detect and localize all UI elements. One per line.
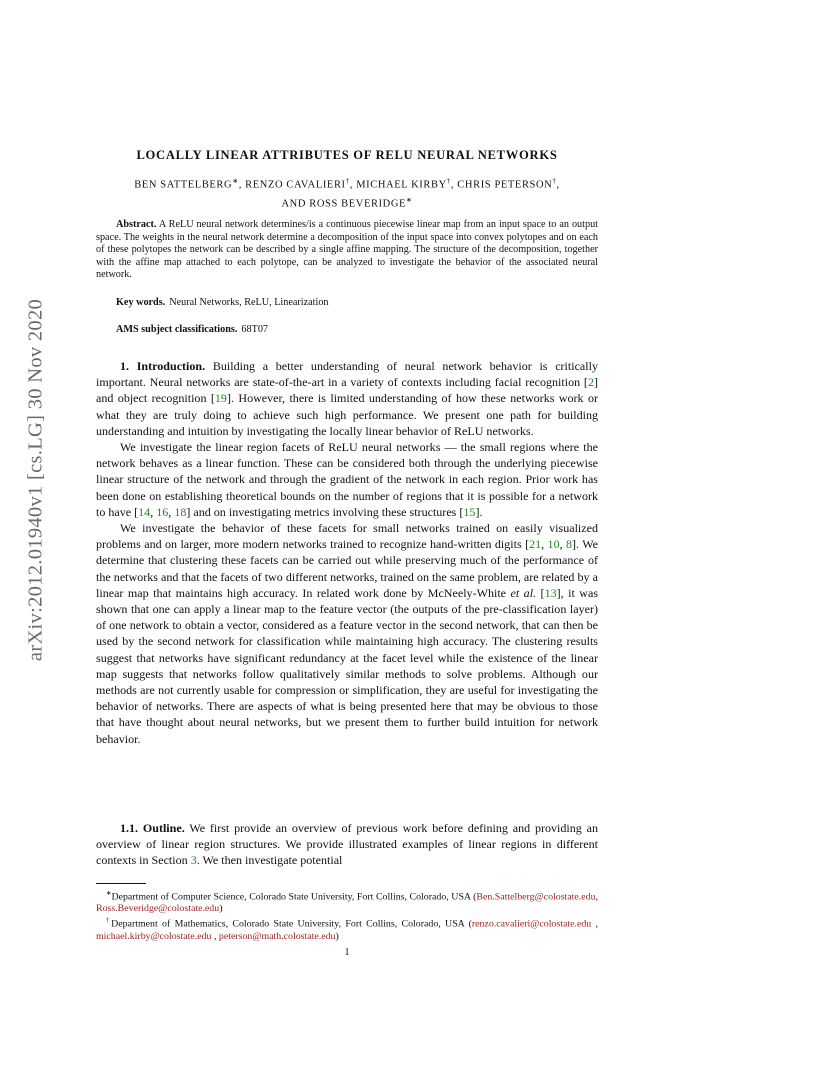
- paper-title: LOCALLY LINEAR ATTRIBUTES OF RELU NEURAL NETWORKS: [136, 148, 558, 162]
- abstract: [96, 219, 598, 282]
- outline-section: [96, 820, 598, 869]
- author-beveridge: AND ROSS BEVERIDGE: [281, 198, 407, 209]
- citation-link[interactable]: 8: [566, 537, 573, 552]
- keywords-label: Key words.: [116, 297, 166, 308]
- citation-link[interactable]: 21: [529, 537, 542, 552]
- citation-link[interactable]: 18: [174, 504, 187, 519]
- intro-paragraph-1: 1. Introduction. Building a better understanding of neural network behavior is critically important. Neural networks are state-of-the-art in a variety of contexts including facial recognition [2] and object recognition [19]. However, there is limited understanding of how these networks work or what they are truly doing to achieve such high performance. We present one path for building understanding and intuition by investigating the locally linear behavior of ReLU networks.: [96, 359, 598, 438]
- email-link[interactable]: Ben.Sattelberg@colostate.edu: [476, 891, 596, 903]
- affil-mark: †: [345, 177, 350, 185]
- citation-link[interactable]: 19: [214, 391, 227, 406]
- citation-link[interactable]: 13: [544, 585, 557, 600]
- email-link[interactable]: renzo.cavalieri@colostate.edu: [471, 918, 592, 930]
- affil-mark: †: [552, 177, 557, 185]
- footnote-1: ∗Department of Computer Science, Colorado State University, Fort Collins, Colorado, USA (Ben.Sattelberg@colostate.edu, Ross.Beveridge@colostate.edu): [96, 890, 598, 915]
- subsection-heading: 1.1. Outline.: [120, 821, 185, 835]
- email-link[interactable]: michael.kirby@colostate.edu: [96, 930, 212, 942]
- arxiv-sidebar-stamp: [22, 282, 50, 677]
- intro-paragraph-2: We investigate the linear region facets of ReLU neural networks — the small regions where the network behaves as a linear function. These can be considered both through the underlying piecewise linear structure of the network and through the gradient of the network in each region. Prior work has been done on establishing theoretical bounds on the number of regions that it is possible for a network to have [14, 16, 18] and on investigating metrics involving these structures [15].: [96, 440, 598, 519]
- et-al: et al.: [510, 585, 537, 600]
- author-kirby: , MICHAEL KIRBY: [349, 179, 447, 191]
- footnote-2: †Department of Mathematics, Colorado State University, Fort Collins, Colorado, USA (renzo.cavalieri@colostate.edu , michael.kirby@colostate.edu , peterson@math.colostate.edu): [96, 917, 598, 942]
- citation-link[interactable]: 10: [547, 537, 560, 552]
- email-link[interactable]: Ross.Beveridge@colostate.edu: [96, 903, 220, 915]
- section-ref-link[interactable]: 3: [190, 853, 197, 868]
- citation-link[interactable]: 2: [587, 375, 594, 390]
- ams-label: AMS subject classifications.: [116, 324, 238, 335]
- outline-paragraph: 1.1. Outline. We first provide an overview of previous work before defining and providing an overview of linear region structures. We provide illustrated examples of linear regions in different contexts in Section 3. We then investigate potential: [96, 821, 598, 868]
- keywords: [116, 297, 329, 308]
- section-heading: 1. Introduction.: [120, 359, 206, 373]
- page-number: 1: [344, 947, 350, 958]
- affil-mark: ∗: [232, 177, 239, 185]
- author-peterson: , CHRIS PETERSON: [450, 179, 553, 191]
- ams-classification: [116, 324, 268, 335]
- arxiv-identifier: arXiv:2012.01940v1 [cs.LG] 30 Nov 2020: [24, 298, 47, 661]
- keywords-value: Neural Networks, ReLU, Linearization: [169, 297, 329, 308]
- email-link[interactable]: peterson@math.colostate.edu: [218, 930, 336, 942]
- affil-mark: ∗: [406, 195, 413, 204]
- abstract-text: A ReLU neural network determines/is a continuous piecewise linear map from an input space to an output space. The weights in the neural network determine a decomposition of the input space into convex polytopes and on each of these polytopes the network can be described by a single affine mapping. The structure of the decomposition, together with the affine map attached to each polytope, can be analyzed to investigate the behavior of the associated neural network.: [96, 219, 598, 281]
- author-sattelberg: BEN SATTELBERG: [134, 179, 233, 191]
- footnote-rule: [96, 883, 146, 884]
- introduction-section: [96, 358, 598, 747]
- ams-value: 68T07: [241, 324, 269, 335]
- footnotes: [96, 888, 598, 943]
- author-cavalieri: , RENZO CAVALIERI: [238, 179, 346, 191]
- author-sep: ,: [556, 179, 560, 191]
- citation-link[interactable]: 15: [463, 504, 476, 519]
- citation-link[interactable]: 14: [138, 504, 151, 519]
- abstract-label: Abstract.: [116, 219, 157, 230]
- affil-mark: †: [446, 177, 451, 185]
- intro-paragraph-3: We investigate the behavior of these facets for small networks trained on easily visualized problems and on larger, more modern networks trained to recognize hand-written digits [21, 10, 8]. We determine that clustering these facets can be carried out while preserving much of the performance of the networks and that the facets of two different networks, trained on the same problem, are related by a linear map that maintains high accuracy. In related work done by McNeely-White et al. [13], it was shown that one can apply a linear map to the feature vector (the outputs of the pre-classification layer) of one network to obtain a vector, considered as a feature vector in the second network, that can then be used by the second network for classification while maintaining high accuracy. The clustering results suggest that networks have significant redundancy at the facet level while the existence of the linear map suggests that networks follow qualitatively similar methods to solve problems. Although our methods are not currently usable for compression or simplification, they are useful for investigating the behavior of networks. There are aspects of what is being presented here that may be obvious to those that have thought about neural networks, but we present them to further build intuition for network behavior.: [96, 521, 599, 746]
- author-list: [96, 174, 598, 211]
- citation-link[interactable]: 16: [156, 504, 169, 519]
